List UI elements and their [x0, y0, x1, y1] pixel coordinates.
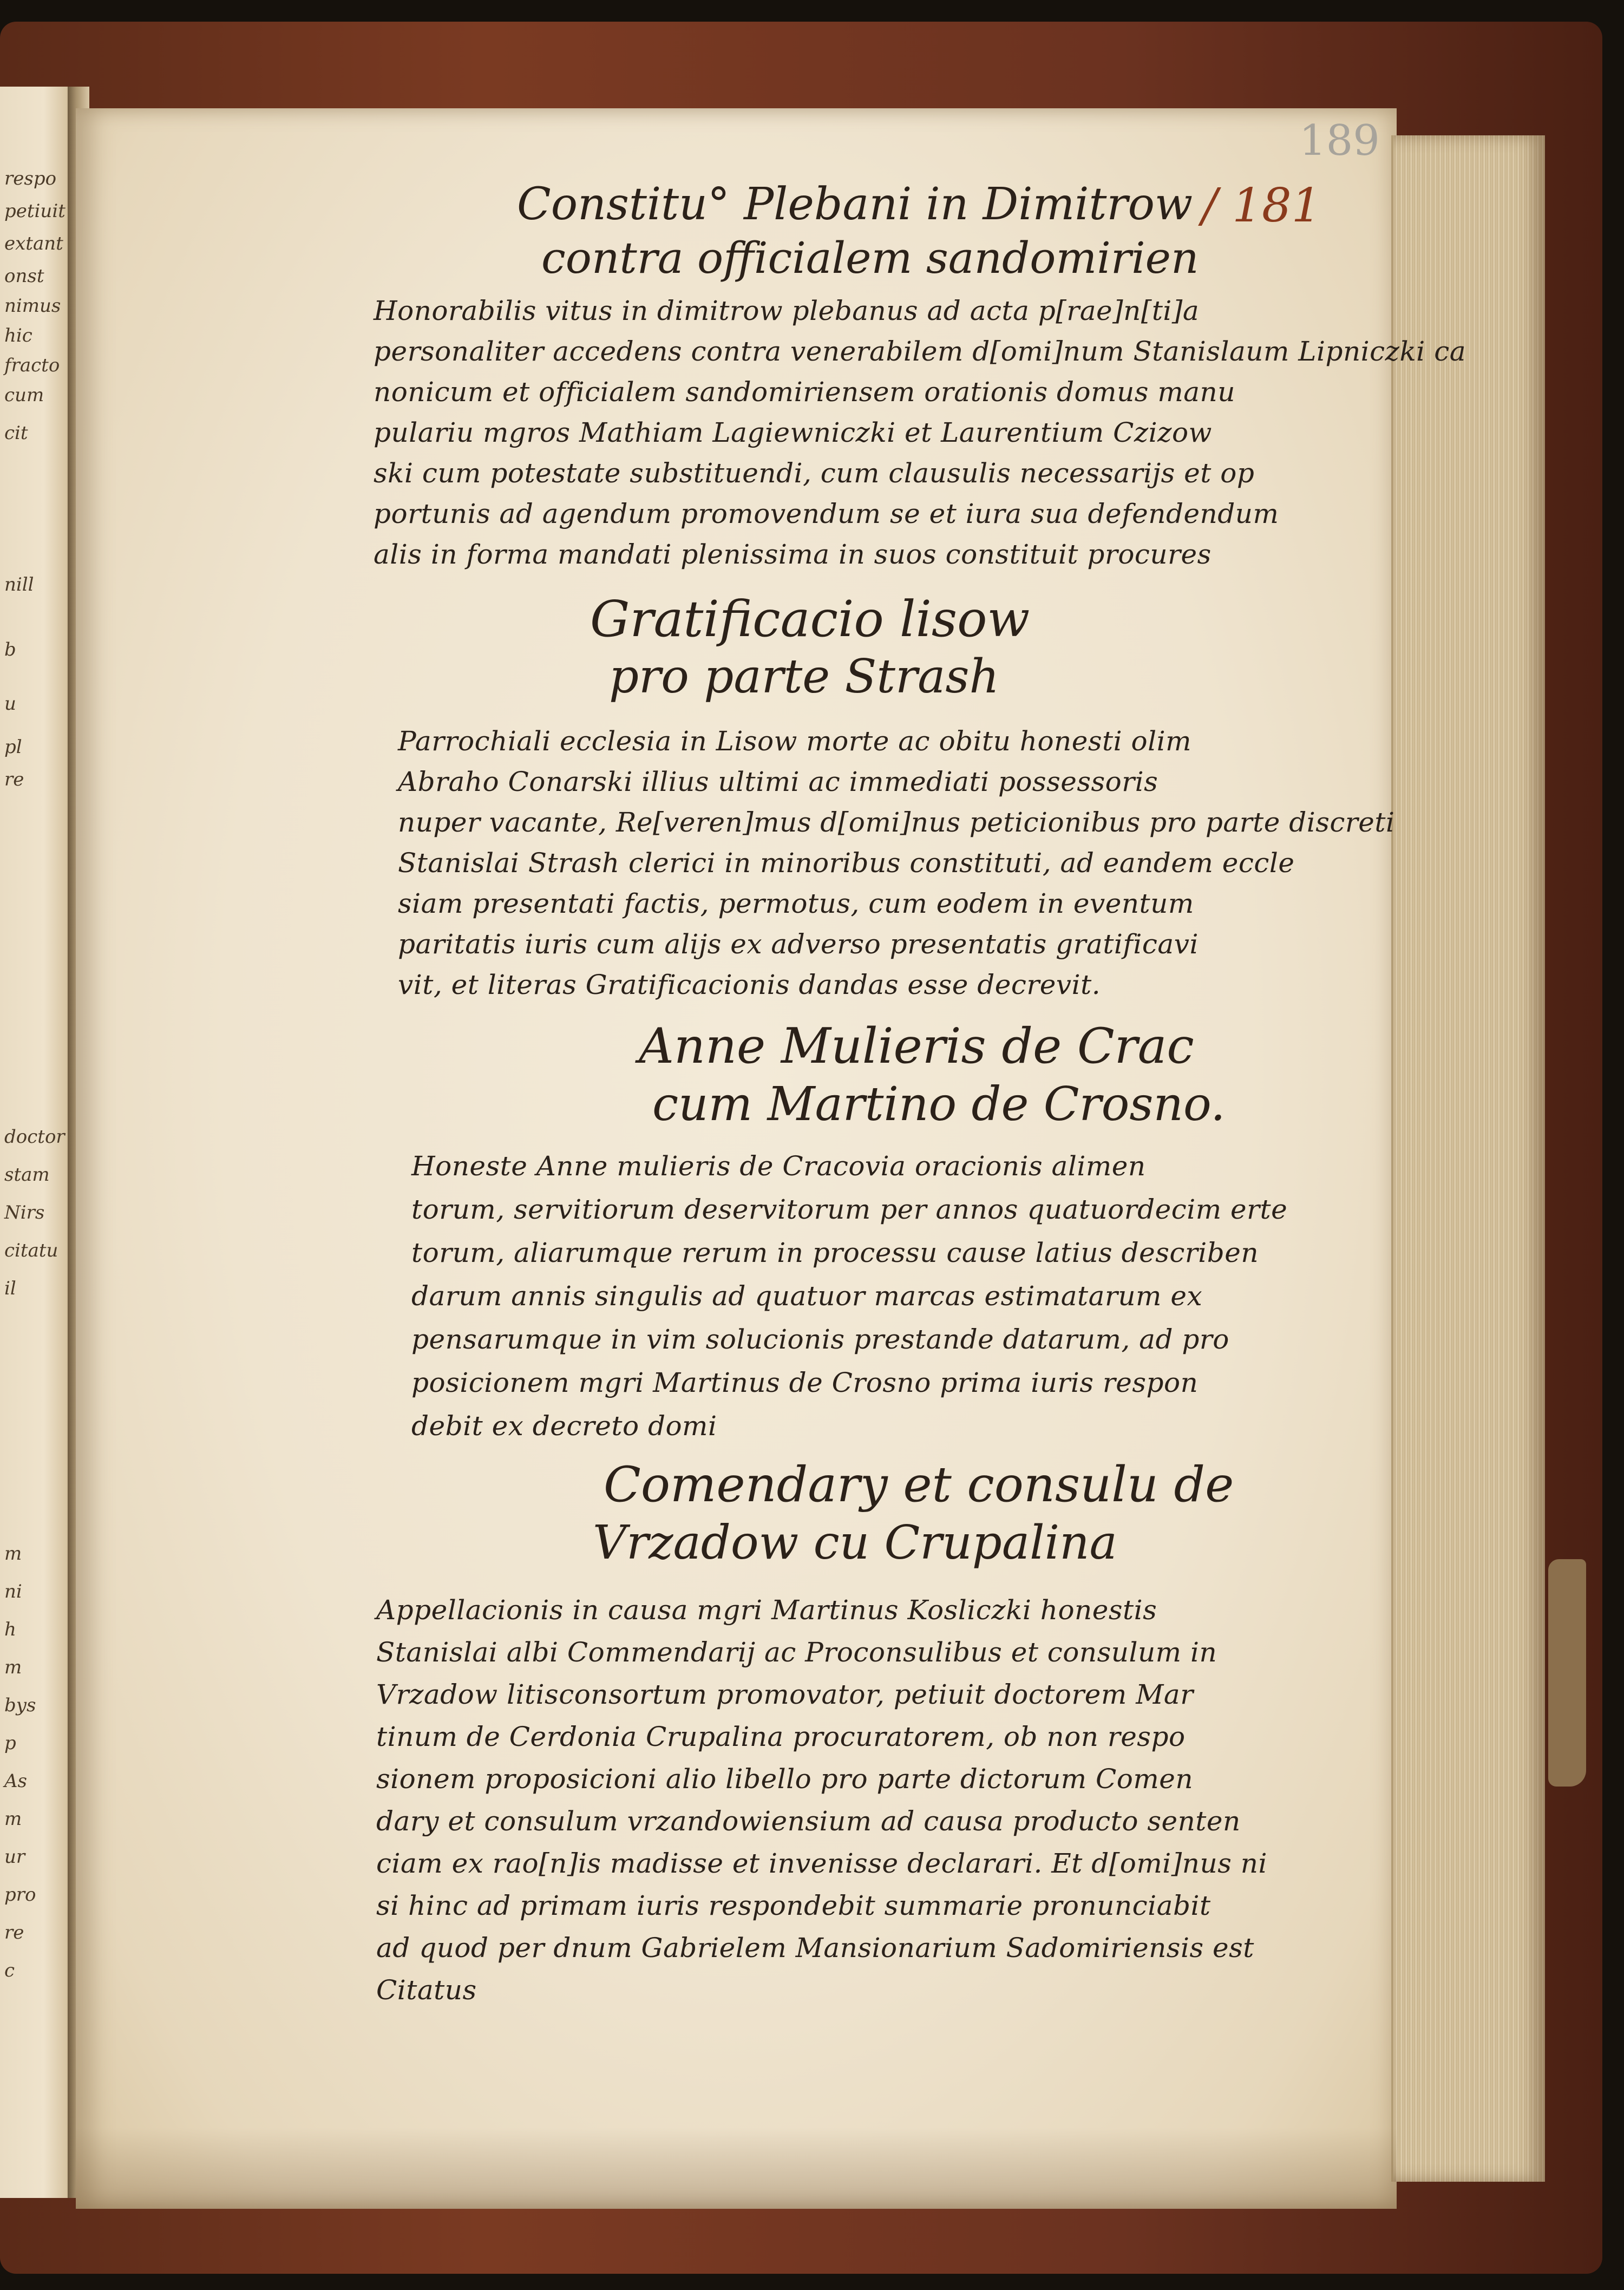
text-line: portunis ad agendum promovendum se et iura sua defendendum — [374, 498, 1279, 529]
entry-heading: Constitu° Plebani in Dimitrow — [517, 179, 1193, 230]
text-line: Vrzadow litisconsortum promovator, petiuit doctorem Mar — [376, 1679, 1194, 1710]
margin-note: il — [4, 1278, 16, 1299]
margin-note: extant — [4, 233, 63, 254]
text-line: ad quod per dnum Gabrielem Mansionarium Sadomiriensis est — [376, 1932, 1254, 1964]
text-line: pensarumque in vim solucionis prestande datarum, ad pro — [411, 1324, 1229, 1355]
text-line: nonicum et officialem sandomiriensem orationis domus manu — [374, 376, 1235, 408]
text-line: Stanislai albi Commendarij ac Proconsulibus et consulum in — [376, 1637, 1217, 1668]
margin-note: nill — [4, 574, 34, 596]
text-line: torum, servitiorum deservitorum per annos quatuordecim erte — [411, 1194, 1288, 1225]
margin-note: As — [4, 1770, 28, 1792]
margin-note: c — [4, 1960, 15, 1981]
margin-note: petiuit — [4, 200, 66, 222]
margin-note: m — [4, 1657, 22, 1678]
text-line: alis in forma mandati plenissima in suos constituit procures — [374, 539, 1212, 570]
margin-note: pro — [4, 1884, 36, 1906]
page-bottom-shadow — [76, 2128, 1397, 2209]
entry-heading: contra officialem sandomirien — [541, 233, 1199, 283]
margin-note: h — [4, 1619, 16, 1640]
text-line: tinum de Cerdonia Crupalina procuratorem, ob non respo — [376, 1721, 1186, 1752]
text-line: Stanislai Strash clerici in minoribus constituti, ad eandem eccle — [398, 847, 1295, 879]
text-line: nuper vacante, Re[veren]mus d[omi]nus peticionibus pro parte discreti — [398, 807, 1395, 838]
old-folio-number: / 181 — [1202, 179, 1321, 233]
margin-note: cum — [4, 384, 44, 406]
text-line: siam presentati factis, permotus, cum eodem in eventum — [398, 888, 1194, 919]
text-line: Honorabilis vitus in dimitrow plebanus ad acta p[rae]n[ti]a — [374, 295, 1200, 326]
text-line: paritatis iuris cum alijs ex adverso presentatis gratificavi — [398, 928, 1199, 960]
margin-note: doctor — [4, 1126, 65, 1148]
entry-heading: Gratificacio lisow — [590, 590, 1030, 648]
text-line: personaliter accedens contra venerabilem d[omi]num Stanislaum Lipniczki ca — [374, 336, 1466, 367]
margin-note: ur — [4, 1846, 25, 1868]
margin-note: m — [4, 1808, 22, 1830]
margin-note: re — [4, 769, 24, 790]
entry-heading: pro parte Strash — [609, 650, 999, 704]
text-line: Parrochiali ecclesia in Lisow morte ac obitu honesti olim — [398, 725, 1191, 757]
entry-heading: cum Martino de Crosno. — [652, 1077, 1226, 1131]
margin-note: u — [4, 693, 16, 715]
text-line: si hinc ad primam iuris respondebit summarie pronunciabit — [376, 1890, 1211, 1921]
margin-note: hic — [4, 325, 32, 346]
text-line: debit ex decreto domi — [411, 1410, 717, 1442]
text-line: ciam ex rao[n]is madisse et invenisse declarari. Et d[omi]nus ni — [376, 1848, 1267, 1879]
text-line: ski cum potestate substituendi, cum clausulis necessarijs et op — [374, 457, 1255, 489]
margin-note: ni — [4, 1581, 22, 1602]
entry-heading: Vrzadow cu Crupalina — [593, 1516, 1117, 1570]
text-line: Citatus — [376, 1974, 477, 2006]
margin-note: Nirs — [4, 1202, 45, 1223]
margin-note: re — [4, 1922, 24, 1944]
entry-heading: Comendary et consulu de — [604, 1456, 1234, 1513]
margin-note: respo — [4, 168, 57, 189]
entry-heading: Anne Mulieris de Crac — [639, 1018, 1194, 1075]
text-line: posicionem mgri Martinus de Crosno prima iuris respon — [411, 1367, 1199, 1398]
margin-note: pl — [4, 736, 22, 758]
text-line: darum annis singulis ad quatuor marcas estimatarum ex — [411, 1280, 1203, 1312]
text-line: Abraho Conarski illius ultimi ac immediati possessoris — [398, 766, 1158, 797]
text-line: Appellacionis in causa mgri Martinus Kosliczki honestis — [376, 1594, 1157, 1626]
text-line: torum, aliarumque rerum in processu cause latius describen — [411, 1237, 1259, 1268]
folio-number: 189 — [1299, 116, 1380, 165]
text-line: pulariu mgros Mathiam Lagiewniczki et Laurentium Czizow — [374, 417, 1212, 448]
text-line: dary et consulum vrzandowiensium ad causa producto senten — [376, 1805, 1241, 1837]
margin-note: onst — [4, 265, 44, 287]
text-line: sionem proposicioni alio libello pro parte dictorum Comen — [376, 1763, 1194, 1795]
margin-note: citatu — [4, 1240, 58, 1261]
margin-note: b — [4, 639, 16, 660]
text-line: Honeste Anne mulieris de Cracovia oracionis alimen — [411, 1150, 1146, 1182]
margin-note: nimus — [4, 295, 61, 317]
margin-note: bys — [4, 1694, 36, 1716]
text-line: vit, et literas Gratificacionis dandas esse decrevit. — [398, 969, 1101, 1000]
margin-note: stam — [4, 1164, 50, 1186]
margin-note: m — [4, 1543, 22, 1565]
margin-note: p — [4, 1732, 16, 1754]
margin-note: fracto — [4, 355, 60, 376]
margin-note: cit — [4, 422, 28, 444]
